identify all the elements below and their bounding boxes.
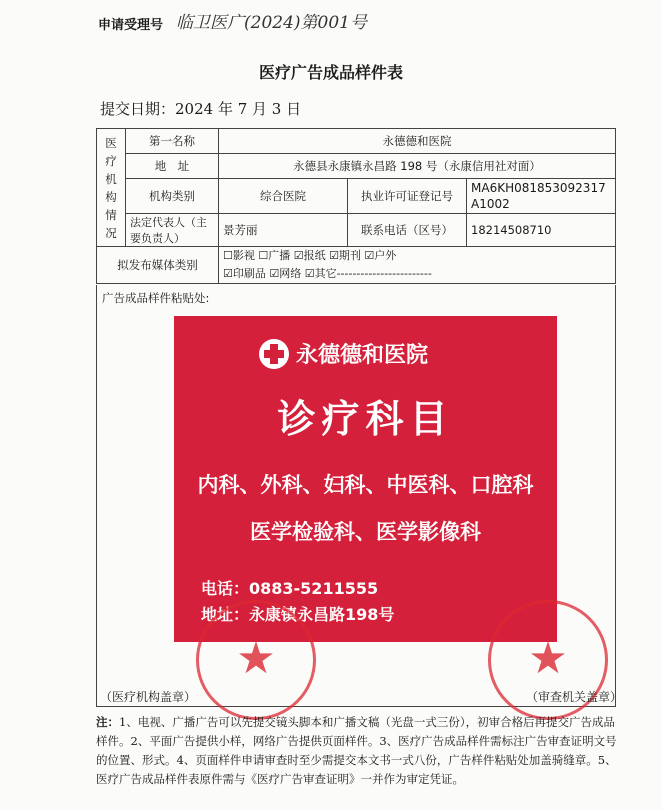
submit-date: 提交日期：2024 年 7 月 3 日 [100, 100, 302, 118]
license-label: 执业许可证登记号 [348, 179, 467, 214]
ad-hospital-name: 永德德和医院 [296, 343, 429, 368]
seal-star-icon: ★ [236, 633, 276, 684]
red-cross-icon [258, 338, 290, 370]
notes-prefix: 注： [96, 715, 119, 729]
first-name-label: 第一名称 [126, 129, 219, 154]
phone-label: 联系电话（区号） [348, 214, 467, 247]
media-options-line2: ☑印刷品 ☑网络 ☑其它------------------------ [223, 267, 432, 280]
legal-rep-label: 法定代表人（主要负责人） [126, 214, 219, 247]
application-no-label: 申请受理号 [98, 18, 164, 33]
notes [96, 713, 618, 789]
institution-table [96, 128, 616, 284]
seal-star-icon: ★ [528, 633, 568, 684]
ad-address: 地址：永康镇永昌路198号 [201, 605, 395, 624]
ad-sample [174, 316, 557, 642]
application-no-handwritten: 临卫医广(2024)第001号 [176, 13, 367, 33]
legal-rep-value: 景芳丽 [219, 214, 348, 247]
phone-value: 18214508710 [467, 214, 616, 247]
institution-seal-label: （医疗机构盖章） [100, 690, 197, 704]
category-label: 机构类别 [126, 179, 219, 214]
review-seal-label: （审查机关盖章） [526, 690, 623, 704]
section-label: 医 疗 机 构 情 况 [97, 129, 126, 247]
paste-area-label: 广告成品样件粘贴处: [102, 291, 210, 305]
media-options-line1: ☐影视 ☐广播 ☑报纸 ☑期刊 ☑户外 [223, 249, 397, 262]
media-options [219, 247, 616, 284]
ad-departments-line1: 内科、外科、妇科、中医科、口腔科 [197, 473, 534, 497]
ad-heading: 诊疗科目 [277, 397, 454, 441]
institution-seal [196, 600, 316, 720]
category-value: 综合医院 [219, 179, 348, 214]
address-label: 地 址 [126, 154, 219, 179]
license-value: MA6KH081853092317A1002 [467, 179, 616, 214]
ad-phone: 电话：0883-5211555 [201, 579, 379, 598]
notes-text: 1、电视、广播广告可以先提交镜头脚本和广播文稿（光盘一式三份），初审合格后再提交广告成品样件。2、平面广告提供小样，网络广告提供页面样件。3、医疗广告成品样件需标注广告审查证明文号的位置、形式。4、页面样件申请审查时至少需提交本文书一式八份，广告样件粘贴处加盖骑缝章。5、医疗广告成品样件表原件需与《医疗广告审查证明》一并作为审定凭证。 [96, 715, 617, 786]
address-value: 永德县永康镇永昌路 198 号（永康信用社对面） [219, 154, 616, 179]
media-label: 拟发布媒体类别 [97, 247, 219, 284]
document-title: 医疗广告成品样件表 [258, 63, 403, 82]
ad-departments-line2: 医学检验科、医学影像科 [250, 520, 481, 544]
first-name-value: 永德德和医院 [219, 129, 616, 154]
